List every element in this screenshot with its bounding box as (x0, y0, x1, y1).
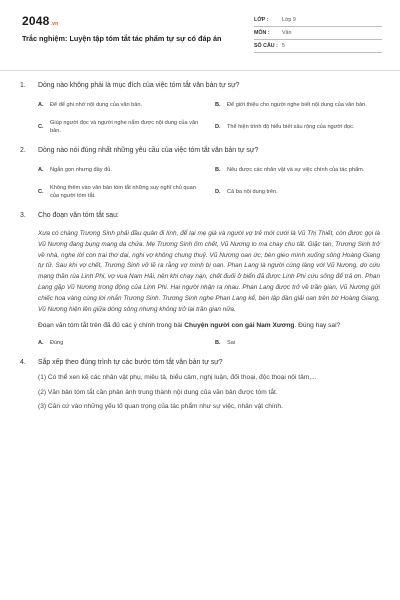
option-letter: B. (215, 167, 221, 173)
option-letter: D. (215, 124, 221, 130)
question-prompt (38, 321, 380, 332)
option-text: Ngắn gọn nhưng đầy đủ. (50, 167, 112, 173)
meta-row-class (254, 14, 382, 27)
option-d[interactable] (215, 183, 380, 201)
option-letter: B. (215, 102, 221, 108)
prompt-text: Đoạn văn tóm tắt trên đã đủ các ý chính trong bài (38, 322, 185, 330)
question-text: Dòng nào không phải là mục đích của việc tóm tắt văn bản tự sự? (38, 82, 240, 89)
question-number: 1. (20, 82, 26, 89)
ordering-items (38, 373, 380, 413)
option-text: Cả ba nội dung trên. (227, 189, 278, 195)
option-b[interactable] (215, 161, 380, 179)
option-text: Giúp người đọc và người nghe nắm được nội dung của văn bản. (50, 120, 199, 134)
option-b[interactable] (215, 338, 380, 348)
site-logo[interactable] (22, 14, 58, 28)
logo-suffix: .vn (50, 21, 59, 27)
option-a[interactable] (38, 161, 203, 179)
option-text: Để giới thiệu cho người nghe biết nội dung của văn bản. (227, 102, 367, 108)
question-1 (20, 80, 380, 136)
question-text: Dòng nào nói đúng nhất những yêu cầu của việc tóm tắt văn bản tự sự? (38, 147, 259, 154)
question-number: 4. (20, 358, 26, 366)
option-text: Thể hiện trình độ hiểu biết sâu rộng của người đọc. (227, 124, 355, 130)
header-divider (0, 70, 400, 71)
worksheet-title: Trắc nghiệm: Luyện tập tóm tắt tác phẩm tự sự có đáp án (22, 34, 222, 43)
ordering-item: (2) Văn bản tóm tắt cần phản ánh trung thành nội dung của văn bản được tóm tắt. (38, 388, 278, 396)
meta-row-subject (254, 27, 382, 40)
option-a[interactable] (38, 96, 203, 114)
option-text: Để để ghi nhớ nội dung của văn bản. (50, 102, 142, 108)
prompt-text: . Đúng hay sai? (294, 322, 341, 330)
option-letter: B. (215, 339, 221, 346)
option-text: Sai (227, 339, 236, 346)
option-letter: C. (38, 124, 44, 130)
option-text: Đúng (50, 339, 64, 346)
option-c[interactable] (38, 183, 203, 201)
meta-value: Văn (282, 30, 292, 36)
ordering-item: (1) Có thể xen kẽ các nhân vật phụ, miêu tả, biểu cảm, nghị luận, đối thoại, độc thoại nội tâm,... (38, 373, 317, 381)
meta-value: Lớp 9 (282, 17, 296, 23)
option-text: Nêu được các nhân vật và sự việc chính của tác phẩm. (227, 167, 365, 173)
meta-row-question-count (254, 40, 382, 53)
option-letter: A. (38, 339, 44, 346)
question-list (20, 80, 380, 422)
option-a[interactable] (38, 338, 203, 348)
question-3 (20, 210, 380, 348)
answer-options (38, 96, 380, 136)
question-text: Sắp xếp theo đúng trình tự các bước tóm tắt văn bản tự sự? (38, 358, 223, 366)
option-letter: A. (38, 167, 44, 173)
option-letter: C. (38, 189, 44, 195)
option-c[interactable] (38, 118, 203, 136)
worksheet-header (22, 14, 382, 64)
option-letter: D. (215, 189, 221, 195)
option-d[interactable] (215, 118, 380, 136)
question-number: 3. (20, 212, 26, 219)
meta-label: MÔN : (254, 30, 270, 36)
ordering-item: (3) Căn cứ vào những yếu tố quan trọng của tác phẩm như sự việc, nhân vật chính. (38, 403, 283, 411)
meta-label: SỐ CÂU : (254, 43, 278, 49)
worksheet-meta (254, 14, 382, 53)
question-2 (20, 145, 380, 201)
prompt-work-title: Chuyện người con gái Nam Xương (184, 322, 295, 330)
meta-value: 5 (282, 43, 285, 49)
option-b[interactable] (215, 96, 380, 114)
logo-main: 2048 (22, 14, 50, 28)
question-4 (20, 357, 380, 413)
question-text: Cho đoạn văn tóm tắt sau: (38, 212, 119, 219)
answer-options (38, 338, 380, 348)
meta-label: LỚP : (254, 17, 269, 23)
question-number: 2. (20, 147, 26, 154)
answer-options (38, 161, 380, 201)
summary-passage: Xưa có chàng Trương Sinh phải đầu quân đi lính, để lại mẹ già và người vợ trẻ mới cưới là Vũ Thị Thiết, còn được gọi là Vũ Nương đang bụng mang dạ chửa. Mẹ Trương Sinh ốm chết, Vũ Nương lo ma chay chu tất. Giặc tan, Trương Sinh trở về nhà, nghe lời con trai thơ dại, nghi vợ không chung thuỷ. Vũ Nương oan ức, bèn gieo mình xuống sông Hoàng Giang tự tử. Sau khi vợ chết, Trương Sinh vỡ lẽ ra rằng vợ mình bị oan. Phan Lang là người cùng làng với Vũ Nương, do cứu mạng thần rùa Linh Phi, vợ vua Nam Hải, nên khi chạy nạn, chết đuối ở biển đã được Linh Phi cứu sống để trả ơn. Phan Lang gặp Vũ Nương trong động của Linh Phi. Hai người nhận ra nhau. Phan Lang được trở về trần gian, Vũ Nương gửi chiếc hoa vàng cùng lời nhắn Trương Sinh. Trương Sinh nghe Phan Lang kể, bèn lập đàn giải oan trên bờ Hoàng Giang, Vũ Nương hiện lên giữa dòng sông nhưng không trở lại trần gian nữa. (38, 230, 380, 313)
option-letter: A. (38, 102, 44, 108)
option-text: Không thêm vào văn bản tóm tắt những suy nghĩ chủ quan của người tóm tắt. (50, 185, 196, 199)
